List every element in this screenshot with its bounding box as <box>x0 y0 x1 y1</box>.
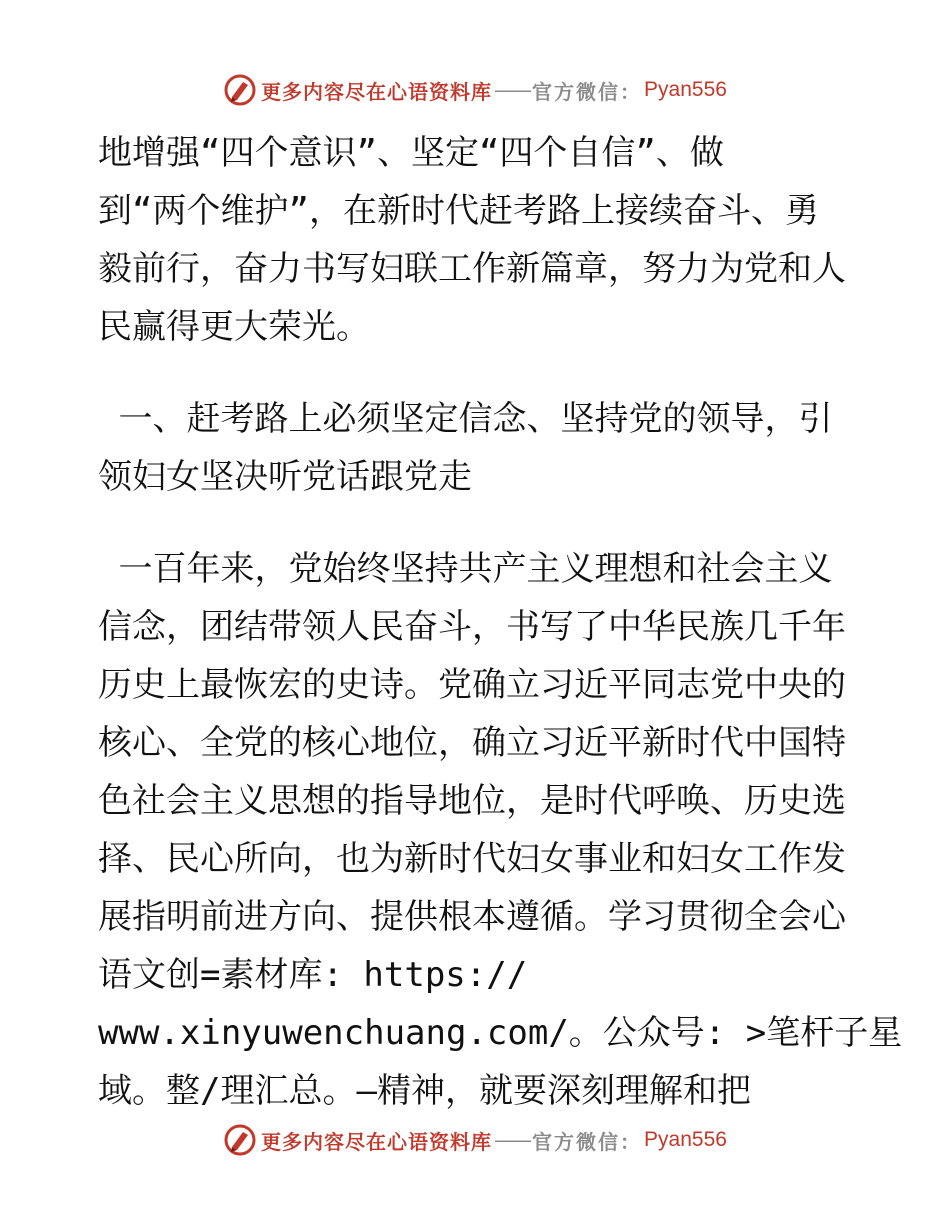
heading-line: 领妇女坚决听党话跟党走 <box>98 457 472 497</box>
banner-title: 更多内容尽在心语资料库 <box>261 1129 493 1154</box>
text-line: 域。整/理汇总。—精神，就要深刻理解和把 <box>98 1071 751 1111</box>
text-line: 毅前行，奋力书写妇联工作新篇章，努力为党和人 <box>98 249 846 289</box>
paragraph-continuation <box>98 124 858 356</box>
brand-logo-icon <box>223 73 257 107</box>
text-line: 一百年来，党始终坚持共产主义理想和社会主义 <box>98 549 833 589</box>
banner-dash: —— <box>494 78 531 102</box>
text-line: 展指明前进方向、提供根本遵循。学习贯彻全会心 <box>98 897 846 937</box>
banner-title: 更多内容尽在心语资料库 <box>261 79 493 104</box>
body-paragraph <box>98 540 903 1120</box>
banner-official-label: 官方微信： <box>532 79 643 104</box>
footer-banner <box>0 1120 950 1160</box>
text-line: 历史上最恢宏的史诗。党确立习近平同志党中央的 <box>98 665 846 705</box>
header-banner <box>0 70 950 110</box>
brand-logo-icon <box>223 1123 257 1157</box>
section-heading <box>98 390 858 506</box>
text-line: 民赢得更大荣光。 <box>98 307 370 347</box>
text-line: www.xinyuwenchuang.com/。公众号: >笔杆子星 <box>98 1013 903 1053</box>
text-line: 核心、全党的核心地位，确立习近平新时代中国特 <box>98 723 846 763</box>
text-line: 到“两个维护”，在新时代赶考路上接续奋斗、勇 <box>98 191 819 231</box>
document-body <box>98 124 903 1120</box>
text-line: 地增强“四个意识”、坚定“四个自信”、做 <box>98 133 724 173</box>
banner-wechat-id: Pyan556 <box>644 78 727 101</box>
text-line: 语文创=素材库: https:// <box>98 955 528 995</box>
text-line: 色社会主义思想的指导地位，是时代呼唤、历史选 <box>98 781 846 821</box>
heading-line: 一、赶考路上必须坚定信念、坚持党的领导，引 <box>98 399 833 439</box>
banner-dash: —— <box>494 1128 531 1152</box>
text-line: 信念，团结带领人民奋斗，书写了中华民族几千年 <box>98 607 846 647</box>
banner-wechat-id: Pyan556 <box>644 1128 727 1151</box>
text-line: 择、民心所向，也为新时代妇女事业和妇女工作发 <box>98 839 846 879</box>
banner-official-label: 官方微信： <box>532 1129 643 1154</box>
